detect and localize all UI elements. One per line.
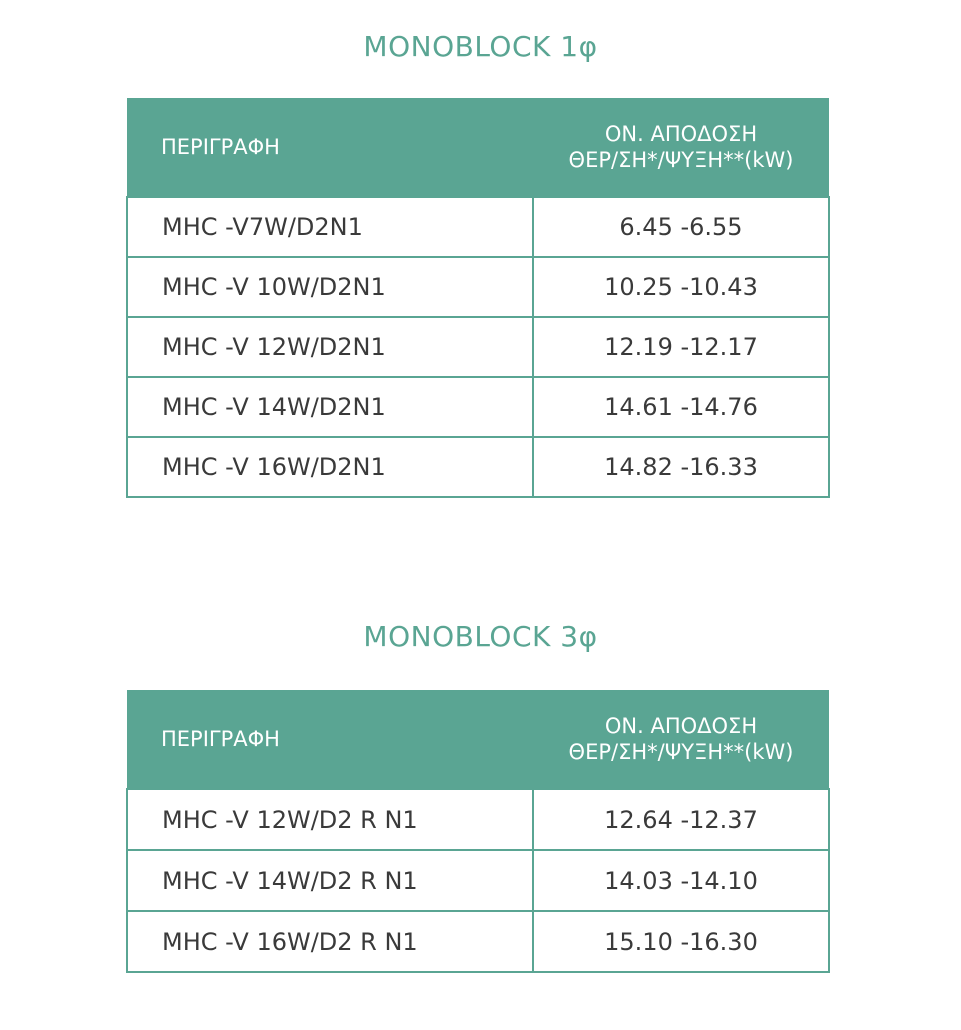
model-cell: MHC -V 12W/D2N1 [127,317,533,377]
power-cell: 6.45 -6.55 [533,197,829,257]
model-cell: MHC -V 16W/D2N1 [127,437,533,497]
spec-table-monoblock-1ph [126,98,830,498]
power-cell: 10.25 -10.43 [533,257,829,317]
header-rated-output [533,690,829,789]
table-row [127,437,829,497]
model-cell: MHC -V 14W/D2N1 [127,377,533,437]
power-cell: 15.10 -16.30 [533,911,829,972]
model-cell: MHC -V 14W/D2 R N1 [127,850,533,911]
section-title-monoblock-1ph: MONOBLOCK 1φ [363,30,598,63]
header-rated-output-line2: ΘΕΡ/ΣΗ*/ΨΥΞΗ**(kW) [568,740,794,764]
spec-table-monoblock-3ph [126,690,830,973]
section-title-monoblock-3ph: MONOBLOCK 3φ [363,620,598,653]
power-cell: 14.03 -14.10 [533,850,829,911]
power-cell: 14.82 -16.33 [533,437,829,497]
model-cell: MHC -V 10W/D2N1 [127,257,533,317]
header-description: ΠΕΡΙΓΡΑΦΗ [127,98,533,197]
header-rated-output-line1: ΟΝ. ΑΠΟΔΟΣΗ [604,713,758,738]
table-row [127,850,829,911]
header-description: ΠΕΡΙΓΡΑΦΗ [127,690,533,789]
table-row [127,911,829,972]
power-cell: 12.64 -12.37 [533,789,829,850]
table-header-row [127,690,829,789]
table-row [127,789,829,850]
header-rated-output [533,98,829,197]
model-cell: MHC -V7W/D2N1 [127,197,533,257]
table-row [127,197,829,257]
power-cell: 14.61 -14.76 [533,377,829,437]
model-cell: MHC -V 12W/D2 R N1 [127,789,533,850]
model-cell: MHC -V 16W/D2 R N1 [127,911,533,972]
table-row [127,377,829,437]
power-cell: 12.19 -12.17 [533,317,829,377]
table-row [127,257,829,317]
table-header-row [127,98,829,197]
header-rated-output-line1: ΟΝ. ΑΠΟΔΟΣΗ [604,121,758,146]
header-rated-output-line2: ΘΕΡ/ΣΗ*/ΨΥΞΗ**(kW) [568,148,794,172]
table-row [127,317,829,377]
